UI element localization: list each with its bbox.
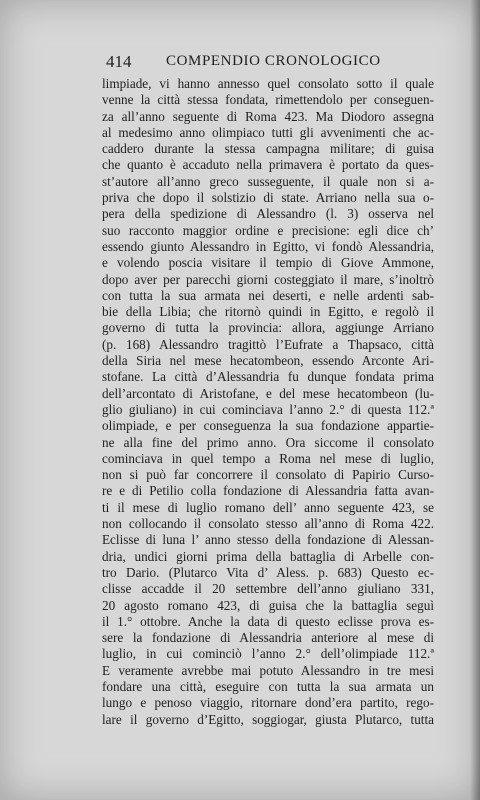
text-line: cominciava in quel tempo a Roma nel mese di luglio,	[102, 450, 434, 466]
text-line: luglio, in cui cominciò l’anno 2.° dell’olimpiade 112.ª	[102, 646, 434, 662]
page-number: 414	[106, 52, 132, 71]
text-line: stofane. La città d’Alessandria fu dunque fondata prima	[102, 369, 434, 385]
text-line: Eclisse di luna l’ anno stesso della fondazione di Alessan-	[102, 532, 434, 548]
body-text	[102, 76, 434, 728]
text-line: ti il mese di luglio romano dell’ anno seguente 423, se	[102, 499, 434, 515]
text-line: bie della Libia; che ritornò quindi in Egitto, e regolò il	[102, 304, 434, 320]
text-line: tro Dario. (Plutarco Vita d’ Aless. p. 683) Questo ec-	[102, 564, 434, 580]
text-line: e volendo poscia visitare il tempio di Giove Ammone,	[102, 255, 434, 271]
text-line: della Siria nel mese hecatombeon, essendo Arconte Ari-	[102, 353, 434, 369]
text-line: ne alla fine del primo anno. Ora siccome il consolato	[102, 434, 434, 450]
text-line: (p. 168) Alessandro tragittò l’Eufrate a Thapsaco, città	[102, 336, 434, 352]
text-line: che quanto è accaduto nella primavera è portato da ques-	[102, 157, 434, 173]
text-line: il 1.° ottobre. Anche la data di questo eclisse prova es-	[102, 613, 434, 629]
text-line: st’autore all’anno greco susseguente, il quale non si a-	[102, 173, 434, 189]
text-line: E veramente avrebbe mai potuto Alessandro in tre mesi	[102, 662, 434, 678]
text-line: pera della spedizione di Alessandro (l. 3) osserva nel	[102, 206, 434, 222]
text-line: priva che dopo il solstizio di state. Arriano nella sua o-	[102, 190, 434, 206]
text-line: non si può far concorrere il consolato di Papirio Curso-	[102, 467, 434, 483]
text-line: za all’anno seguente di Roma 423. Ma Diodoro assegna	[102, 108, 434, 124]
text-line: con tutta la sua armata nei deserti, e nelle ardenti sab-	[102, 287, 434, 303]
text-line: al medesimo anno olimpiaco tutti gli avvenimenti che ac-	[102, 124, 434, 140]
text-line: olimpiade, e per conseguenza la sua fondazione appartie-	[102, 418, 434, 434]
text-line: glio giuliano) in cui cominciava l’anno 2.° di questa 112.ª	[102, 401, 434, 417]
running-title: COMPENDIO CRONOLOGICO	[166, 53, 381, 69]
text-line: re e di Petilio colla fondazione di Alessandria fatta avan-	[102, 483, 434, 499]
text-line: essendo giunto Alessandro in Egitto, vi fondò Alessandria,	[102, 238, 434, 254]
text-line: lare il governo d’Egitto, soggiogar, giusta Plutarco, tutta	[102, 711, 434, 727]
text-line: lungo e penoso viaggio, ritornare dond’era partito, rego-	[102, 695, 434, 711]
text-line: fondare una città, eseguire con tutta la sua armata un	[102, 678, 434, 694]
text-line: venne la città stessa fondata, rimettendolo per conseguen-	[102, 92, 434, 108]
text-line: governo di tutta la provincia: allora, aggiunge Arriano	[102, 320, 434, 336]
text-line: clisse accadde il 20 settembre dell’anno giuliano 331,	[102, 581, 434, 597]
page-header	[106, 52, 436, 74]
text-line: sere la fondazione di Alessandria anteriore al mese di	[102, 630, 434, 646]
text-line: suo racconto maggior ordine e precisione: egli dice ch’	[102, 222, 434, 238]
text-line: dopo aver per parecchi giorni costeggiato il mare, s’inoltrò	[102, 271, 434, 287]
text-line: limpiade, vi hanno annesso quel consolato sotto il quale	[102, 76, 434, 91]
text-line: dell’arcontato di Aristofane, e del mese hecatombeon (lu-	[102, 385, 434, 401]
text-line: 20 agosto romano 423, di guisa che la battaglia seguì	[102, 597, 434, 613]
text-line: non collocando il consolato stesso all’anno di Roma 422.	[102, 516, 434, 532]
text-line: caddero durante la stessa campagna militare; di guisa	[102, 141, 434, 157]
text-line: dria, undici giorni prima della battaglia di Arbelle con-	[102, 548, 434, 564]
